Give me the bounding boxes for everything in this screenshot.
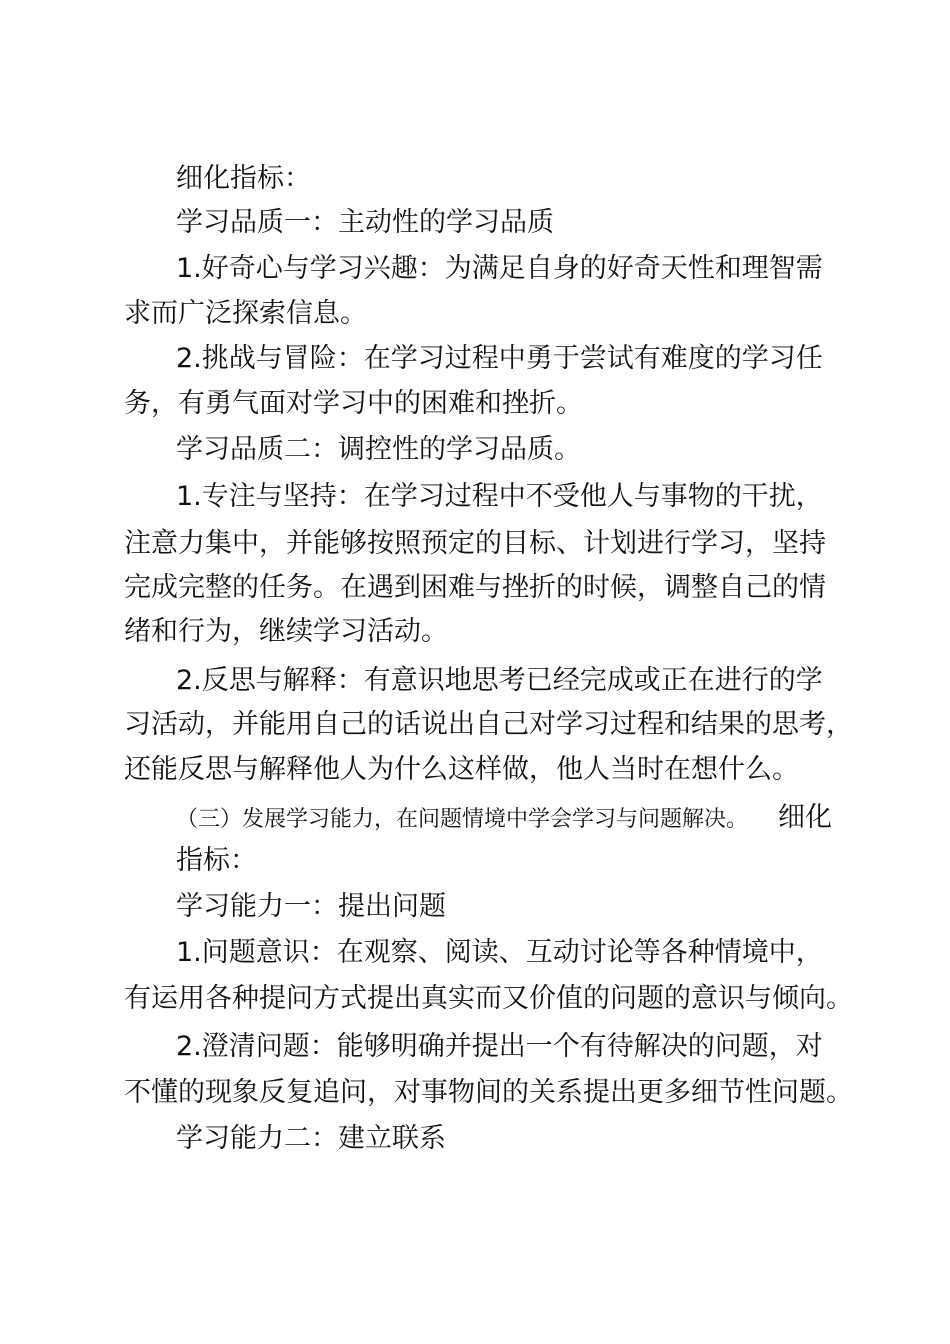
- text-line: 2.反思与解释：有意识地思考已经完成或正在进行的学: [176, 665, 823, 696]
- text-line: 学习品质一：主动性的学习品质: [176, 207, 554, 238]
- text-line: 学习能力一：提出问题: [176, 891, 446, 922]
- text-line: 学习品质二：调控性的学习品质。: [176, 434, 581, 465]
- text-line: 学习能力二：建立联系: [176, 1123, 446, 1154]
- text-line: 指标：: [176, 845, 257, 876]
- text-line: 务，有勇气面对学习中的困难和挫折。: [124, 388, 583, 419]
- text-line: 细化: [778, 802, 832, 833]
- text-line: 注意力集中，并能够按照预定的目标、计划进行学习，坚持: [124, 528, 826, 559]
- text-line: 2.澄清问题：能够明确并提出一个有待解决的问题，对: [176, 1031, 823, 1062]
- text-line: 1.专注与坚持：在学习过程中不受他人与事物的干扰，: [176, 481, 823, 512]
- text-line: 习活动，并能用自己的话说出自己对学习过程和结果的思考，: [124, 709, 853, 740]
- section-heading: （三）发展学习能力，在问题情境中学会学习与问题解决。: [176, 807, 749, 832]
- text-line: 1.问题意识：在观察、阅读、互动讨论等各种情境中，: [176, 937, 823, 968]
- text-line: 完成完整的任务。在遇到困难与挫折的时候，调整自己的情: [124, 572, 826, 603]
- text-line: 2.挑战与冒险：在学习过程中勇于尝试有难度的学习任: [176, 343, 823, 374]
- text-line: 求而广泛探索信息。: [124, 298, 367, 329]
- text-line: 还能反思与解释他人为什么这样做，他人当时在想什么。: [124, 754, 799, 785]
- text-line: 不懂的现象反复追问，对事物间的关系提出更多细节性问题。: [124, 1077, 853, 1108]
- text-line: 有运用各种提问方式提出真实而又价值的问题的意识与倾向。: [124, 983, 853, 1014]
- text-line: 细化指标：: [176, 163, 311, 194]
- text-line: 1.好奇心与学习兴趣：为满足自身的好奇天性和理智需: [176, 253, 823, 284]
- text-line: 绪和行为，继续学习活动。: [124, 616, 448, 647]
